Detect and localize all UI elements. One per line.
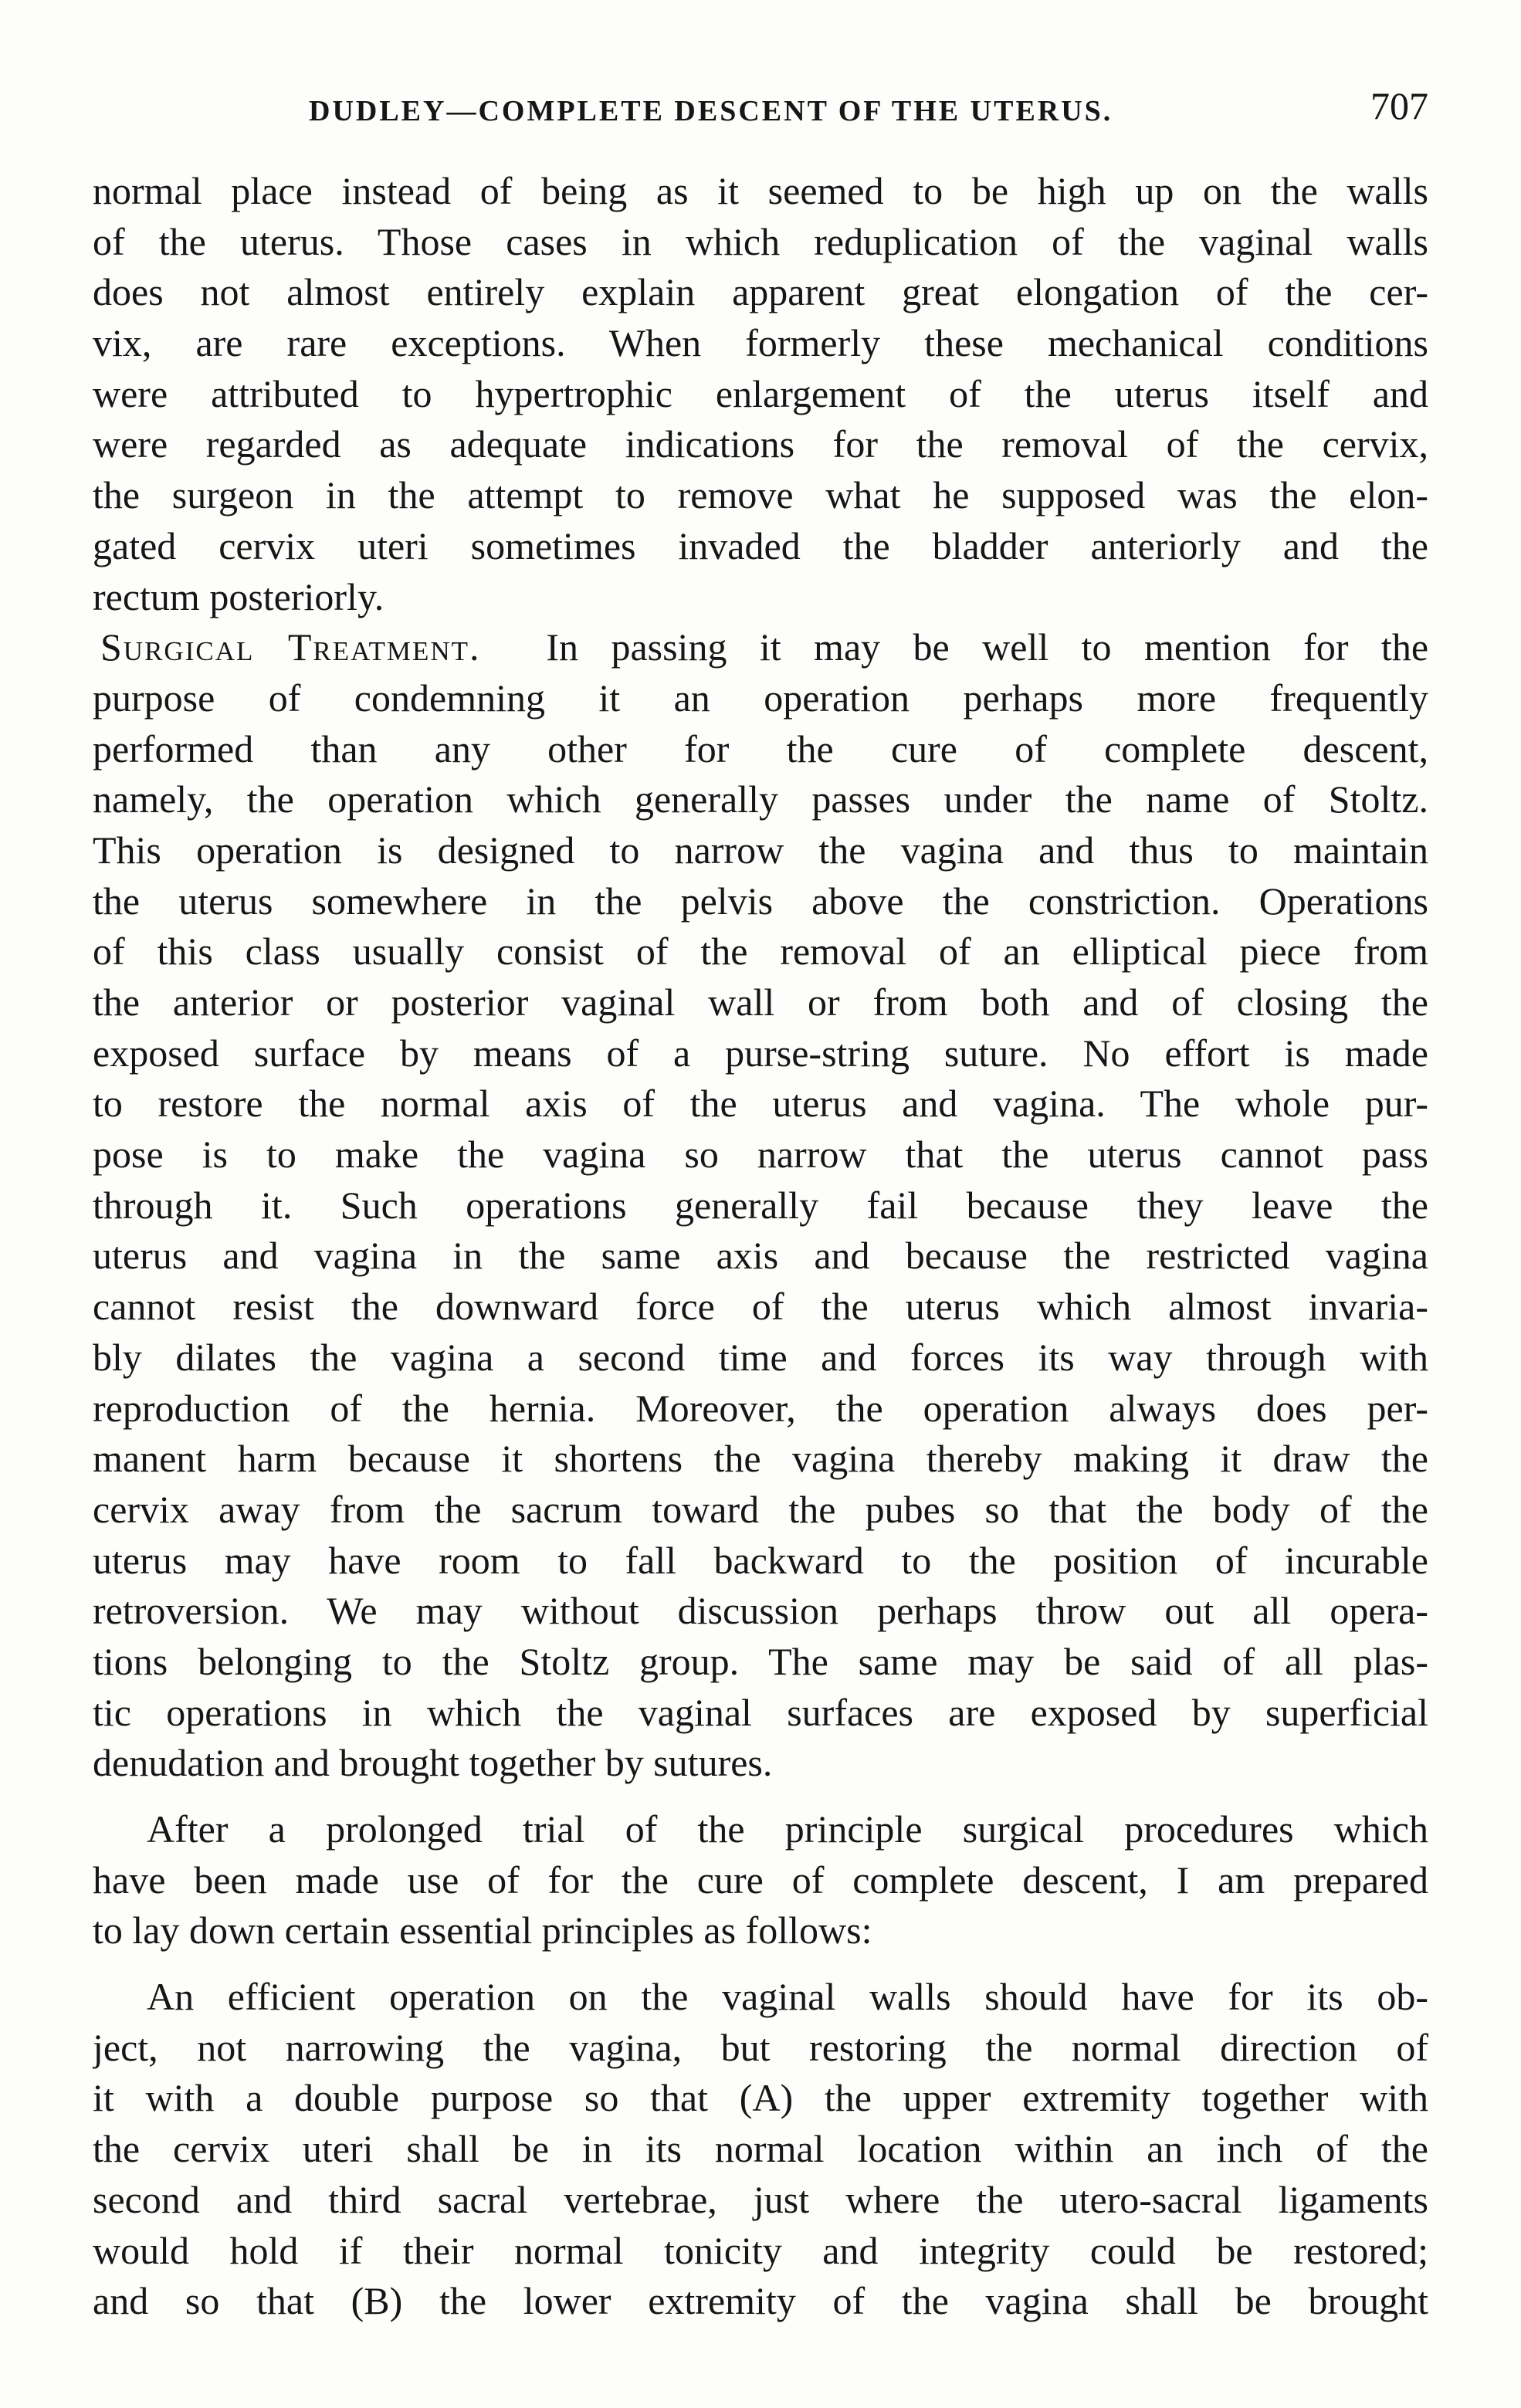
text-line: purpose of condemning it an operation perhaps more frequently bbox=[93, 676, 1428, 720]
text-line: through it. Such operations generally fail because they leave the bbox=[93, 1183, 1428, 1227]
text-line: the anterior or posterior vaginal wall or from both and of closing the bbox=[93, 980, 1428, 1024]
paragraph-surgical-treatment bbox=[93, 622, 1428, 1789]
section-heading: Surgical Treatment. bbox=[100, 625, 481, 669]
text-line: were attributed to hypertrophic enlargement of the uterus itself and bbox=[93, 371, 1428, 415]
text-line: of this class usually consist of the removal of an elliptical piece from bbox=[93, 930, 1428, 974]
text-line: to restore the normal axis of the uterus and vagina. The whole pur- bbox=[93, 1082, 1428, 1126]
text-line: to lay down certain essential principles as follows: bbox=[93, 1908, 872, 1952]
paragraph-1 bbox=[93, 166, 1428, 622]
text-line: vix, are rare exceptions. When formerly these mechanical conditions bbox=[93, 321, 1428, 365]
text-line: This operation is designed to narrow the vagina and thus to maintain bbox=[93, 828, 1428, 872]
text-line: denudation and brought together by sutures. bbox=[93, 1741, 773, 1785]
text-line: tions belonging to the Stoltz group. The same may be said of all plas- bbox=[93, 1639, 1428, 1683]
text-line: of the uterus. Those cases in which reduplication of the vaginal walls bbox=[93, 219, 1428, 263]
text-line: rectum posteriorly. bbox=[93, 574, 384, 618]
text-line: normal place instead of being as it seemed to be high up on the walls bbox=[93, 169, 1428, 212]
text-line: An efficient operation on the vaginal walls should have for its ob- bbox=[147, 1975, 1428, 2019]
text-line: uterus may have room to fall backward to the position of incurable bbox=[93, 1538, 1428, 1582]
text-line: have been made use of for the cure of complete descent, I am prepared bbox=[93, 1858, 1428, 1902]
text-line: exposed surface by means of a purse-string suture. No effort is made bbox=[93, 1031, 1428, 1075]
text-line: pose is to make the vagina so narrow that the uterus cannot pass bbox=[93, 1133, 1428, 1177]
running-title: DUDLEY—COMPLETE DESCENT OF THE UTERUS. bbox=[309, 95, 1113, 127]
text-line: cannot resist the downward force of the uterus which almost invaria- bbox=[93, 1285, 1428, 1329]
text-line: were regarded as adequate indications for the removal of the cervix, bbox=[93, 422, 1428, 466]
text-line: performed than any other for the cure of complete descent, bbox=[93, 726, 1428, 770]
page-number: 707 bbox=[1370, 84, 1428, 127]
text-line: retroversion. We may without discussion perhaps throw out all opera- bbox=[93, 1589, 1428, 1633]
paragraph-4 bbox=[93, 1972, 1428, 2327]
text-line bbox=[93, 622, 1428, 673]
paragraph-spacer bbox=[93, 1789, 1428, 1804]
text-line: After a prolonged trial of the principle surgical procedures which bbox=[147, 1807, 1428, 1851]
text-line: uterus and vagina in the same axis and because the restricted vagina bbox=[93, 1234, 1428, 1278]
text-line: would hold if their normal tonicity and integrity could be restored; bbox=[93, 2228, 1428, 2272]
text-line: reproduction of the hernia. Moreover, the operation always does per- bbox=[93, 1386, 1428, 1430]
text-line: cervix away from the sacrum toward the pubes so that the body of the bbox=[93, 1487, 1428, 1531]
body-text bbox=[93, 166, 1428, 2374]
text-line: second and third sacral vertebrae, just where the utero-sacral ligaments bbox=[93, 2177, 1428, 2221]
running-head bbox=[93, 83, 1428, 137]
text-line: and so that (B) the lower extremity of the vagina shall be brought bbox=[93, 2279, 1428, 2323]
text-line: bly dilates the vagina a second time and forces its way through with bbox=[93, 1335, 1428, 1379]
text-line: the surgeon in the attempt to remove what he supposed was the elon- bbox=[93, 473, 1428, 517]
text-line: ject, not narrowing the vagina, but restoring the normal direction of bbox=[93, 2025, 1428, 2069]
text-line: does not almost entirely explain apparent great elongation of the cer- bbox=[93, 270, 1428, 314]
text-line: the uterus somewhere in the pelvis above the constriction. Operations bbox=[93, 879, 1428, 923]
text-line: tic operations in which the vaginal surfaces are exposed by superficial bbox=[93, 1690, 1428, 1734]
text-line: manent harm because it shortens the vagina thereby making it draw the bbox=[93, 1437, 1428, 1481]
text-line: gated cervix uteri sometimes invaded the bladder anteriorly and the bbox=[93, 523, 1428, 567]
text-line-rest: In passing it may be well to mention for the bbox=[546, 625, 1428, 669]
text-line: it with a double purpose so that (A) the upper extremity together with bbox=[93, 2076, 1428, 2120]
paragraph-3 bbox=[93, 1804, 1428, 1956]
text-line: namely, the operation which generally passes under the name of Stoltz. bbox=[93, 777, 1428, 821]
paragraph-spacer bbox=[93, 1956, 1428, 1972]
text-line: the cervix uteri shall be in its normal location within an inch of the bbox=[93, 2127, 1428, 2171]
